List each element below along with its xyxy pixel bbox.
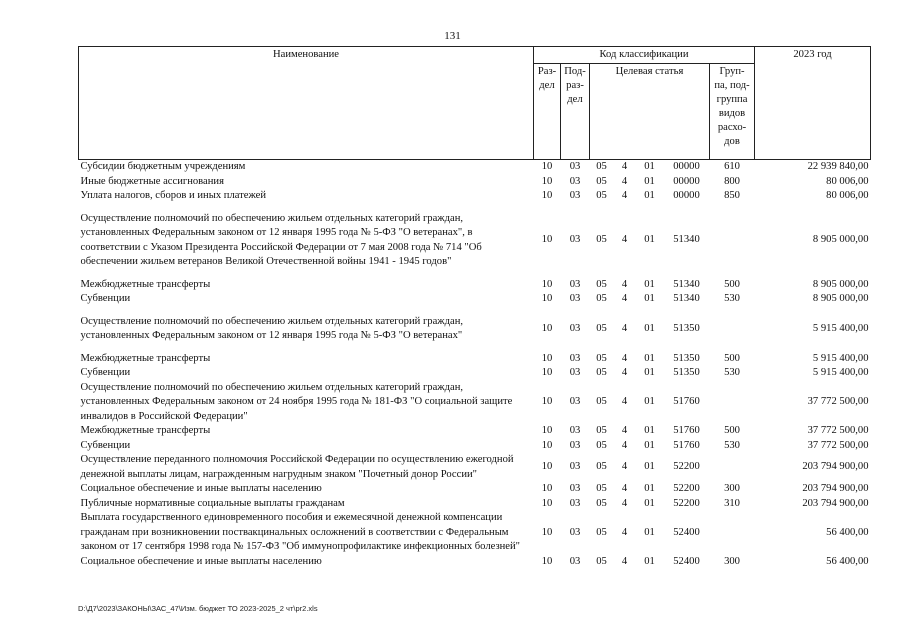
row-amount: 203 794 900,00: [802, 461, 869, 473]
row-target-program: 05: [596, 439, 607, 451]
row-target-subprogram: 4: [621, 190, 628, 201]
row-target-subprogram: 4: [621, 396, 628, 407]
row-name: Осуществление полномочий по обеспечению жильем отдельных категорий граждан, установленных Федеральным законом от 12 января 1995 года № 5-ФЗ "О ветеранах", в соответствии с Указом Президента Российской Федерации от 7 мая 2008 года № 714 "Об обеспечении жильем ветеранов Великой Отечественной войны 1941 - 1945 годов": [80, 212, 482, 267]
row-target-program: 05: [596, 161, 607, 172]
row-target-direction: 51340: [673, 293, 700, 304]
row-subsection: 03: [569, 396, 581, 407]
row-target-program: 05: [596, 352, 607, 364]
row-expense-group: 530: [724, 439, 740, 451]
row-section: 10: [541, 175, 553, 187]
row-subsection: 03: [569, 526, 581, 538]
row-target-direction: 51350: [673, 367, 700, 378]
row-target-program: 05: [596, 396, 607, 407]
row-target-subprogram: 4: [621, 483, 628, 494]
row-target-program: 05: [596, 461, 607, 473]
row-amount: 5 915 400,00: [812, 367, 869, 378]
row-expense-group: 500: [724, 352, 740, 364]
table-row: [79, 482, 871, 497]
row-subsection: 03: [569, 293, 581, 304]
row-target-direction: 51760: [673, 396, 700, 407]
table-header: [79, 47, 871, 160]
row-section: 10: [541, 190, 553, 201]
row-target-program: 05: [596, 555, 607, 567]
row-target-main-event: 01: [644, 396, 655, 407]
row-target-subprogram: 4: [621, 555, 628, 567]
row-target-main-event: 01: [644, 234, 655, 246]
row-expense-group: 530: [724, 367, 740, 378]
row-expense-group: [710, 511, 755, 555]
table-row: [79, 189, 871, 204]
row-name: Уплата налогов, сборов и иных платежей: [80, 190, 267, 201]
table-row: [79, 175, 871, 190]
row-target-direction: 00000: [673, 190, 700, 201]
row-target-subprogram: 4: [621, 461, 628, 473]
row-name: Межбюджетные трансферты: [80, 278, 211, 290]
row-target-subprogram: 4: [621, 293, 628, 304]
header-subsection: Под- раз- дел: [561, 64, 590, 160]
row-section: 10: [541, 526, 553, 538]
row-target-direction: 00000: [673, 161, 700, 172]
row-amount: 8 905 000,00: [812, 293, 869, 304]
row-section: 10: [541, 278, 553, 290]
spacer-cell: [79, 307, 871, 315]
header-year: 2023 год: [755, 47, 871, 160]
table-row: [79, 511, 871, 555]
row-section: 10: [541, 367, 553, 378]
row-target-main-event: 01: [644, 278, 655, 290]
row-name: Иные бюджетные ассигнования: [80, 175, 224, 187]
row-section: 10: [541, 293, 553, 304]
row-expense-group: 610: [724, 161, 740, 172]
row-amount: 8 905 000,00: [812, 278, 869, 290]
row-expense-group: [710, 453, 755, 482]
row-subsection: 03: [569, 175, 581, 187]
row-section: 10: [541, 461, 553, 473]
row-target-subprogram: 4: [621, 439, 628, 451]
header-section: Раз- дел: [534, 64, 561, 160]
row-amount: 203 794 900,00: [802, 483, 869, 494]
row-name: Субвенции: [80, 367, 131, 378]
row-target-main-event: 01: [644, 190, 655, 201]
row-target-direction: 51350: [673, 322, 700, 334]
row-section: 10: [541, 161, 553, 172]
table-row: [79, 160, 871, 175]
row-section: 10: [541, 483, 553, 494]
row-section: 10: [541, 396, 553, 407]
row-target-program: 05: [596, 293, 607, 304]
row-target-main-event: 01: [644, 461, 655, 473]
row-amount: 80 006,00: [826, 190, 869, 201]
row-name: Субвенции: [80, 293, 131, 304]
row-target-program: 05: [596, 175, 607, 187]
table-row: [79, 424, 871, 439]
row-target-program: 05: [596, 497, 607, 509]
row-amount: 5 915 400,00: [812, 352, 869, 364]
row-target-main-event: 01: [644, 555, 655, 567]
row-target-program: 05: [596, 278, 607, 290]
table-row: [79, 439, 871, 454]
row-target-main-event: 01: [644, 483, 655, 494]
spacer-cell: [79, 270, 871, 278]
row-name: Субсидии бюджетным учреждениям: [80, 161, 246, 172]
row-target-direction: 51350: [673, 352, 700, 364]
row-expense-group: 300: [724, 483, 740, 494]
row-expense-group: 800: [724, 175, 740, 187]
row-subsection: 03: [569, 439, 581, 451]
row-target-program: 05: [596, 190, 607, 201]
row-target-main-event: 01: [644, 367, 655, 378]
row-name: Выплата государственного единовременного пособия и ежемесячной денежной компенсации гражданам при возникновении поствакцинальных осложнений в соответствии с Федеральным законом от 17 сентября 1998 года № 157-ФЗ "Об иммунопрофилактике инфекционных болезней": [80, 512, 520, 552]
row-name: Межбюджетные трансферты: [80, 425, 211, 436]
row-amount: 5 915 400,00: [812, 322, 869, 334]
header-target: Целевая статья: [590, 64, 710, 160]
row-subsection: 03: [569, 367, 581, 378]
spacer-cell: [79, 204, 871, 212]
row-expense-group: [710, 315, 755, 344]
row-target-subprogram: 4: [621, 234, 628, 246]
budget-table: [78, 46, 871, 569]
row-amount: 8 905 000,00: [812, 234, 869, 246]
row-target-subprogram: 4: [621, 367, 628, 378]
spacer-row: [79, 307, 871, 315]
table-row: [79, 315, 871, 344]
row-target-program: 05: [596, 526, 607, 538]
row-target-program: 05: [596, 425, 607, 436]
row-amount: 37 772 500,00: [807, 425, 869, 436]
row-target-direction: 52200: [673, 461, 700, 473]
row-expense-group: 310: [724, 497, 740, 509]
row-target-main-event: 01: [644, 293, 655, 304]
row-subsection: 03: [569, 322, 581, 334]
row-name: Социальное обеспечение и иные выплаты населению: [80, 483, 322, 494]
row-section: 10: [541, 234, 553, 246]
row-section: 10: [541, 322, 553, 334]
row-target-subprogram: 4: [621, 425, 628, 436]
row-name: Социальное обеспечение и иные выплаты населению: [80, 555, 322, 567]
row-section: 10: [541, 497, 553, 509]
row-expense-group: 500: [724, 278, 740, 290]
row-expense-group: 850: [724, 190, 740, 201]
row-target-direction: 52400: [673, 526, 700, 538]
table-row: [79, 555, 871, 570]
row-target-direction: 52200: [673, 497, 700, 509]
row-name: Осуществление полномочий по обеспечению жильем отдельных категорий граждан, установленных Федеральным законом от 12 января 1995 года № 5-ФЗ "О ветеранах": [80, 315, 464, 341]
row-target-subprogram: 4: [621, 161, 628, 172]
row-subsection: 03: [569, 161, 581, 172]
row-target-subprogram: 4: [621, 352, 628, 364]
spacer-row: [79, 204, 871, 212]
row-target-direction: 52200: [673, 483, 700, 494]
table-row: [79, 292, 871, 307]
row-target-subprogram: 4: [621, 526, 628, 538]
row-amount: 56 400,00: [826, 555, 869, 567]
table-row: [79, 212, 871, 270]
row-expense-group: 300: [724, 555, 740, 567]
table-row: [79, 381, 871, 425]
row-target-subprogram: 4: [621, 278, 628, 290]
row-amount: 37 772 500,00: [807, 396, 869, 407]
row-target-direction: 52400: [673, 555, 700, 567]
row-target-program: 05: [596, 367, 607, 378]
row-amount: 56 400,00: [826, 526, 869, 538]
row-target-main-event: 01: [644, 425, 655, 436]
row-subsection: 03: [569, 483, 581, 494]
row-section: 10: [541, 555, 553, 567]
row-target-direction: 51340: [673, 278, 700, 290]
row-expense-group: [710, 212, 755, 270]
row-target-subprogram: 4: [621, 322, 628, 334]
row-expense-group: [710, 381, 755, 425]
row-amount: 203 794 900,00: [802, 497, 869, 509]
row-section: 10: [541, 439, 553, 451]
row-section: 10: [541, 352, 553, 364]
row-name: Межбюджетные трансферты: [80, 352, 211, 364]
row-target-main-event: 01: [644, 439, 655, 451]
row-subsection: 03: [569, 278, 581, 290]
spacer-cell: [79, 344, 871, 352]
row-section: 10: [541, 425, 553, 436]
row-subsection: 03: [569, 555, 581, 567]
row-expense-group: 530: [724, 293, 740, 304]
row-target-program: 05: [596, 483, 607, 494]
table-row: [79, 278, 871, 293]
table-row: [79, 352, 871, 367]
row-amount: 22 939 840,00: [807, 161, 869, 172]
spacer-row: [79, 344, 871, 352]
row-subsection: 03: [569, 497, 581, 509]
header-group: Груп- па, под- группа видов расхо- дов: [710, 64, 755, 160]
row-target-main-event: 01: [644, 322, 655, 334]
row-subsection: 03: [569, 352, 581, 364]
row-expense-group: 500: [724, 425, 740, 436]
page-number: 131: [444, 30, 461, 42]
row-target-program: 05: [596, 322, 607, 334]
row-subsection: 03: [569, 425, 581, 436]
row-target-main-event: 01: [644, 497, 655, 509]
row-name: Субвенции: [80, 439, 131, 451]
row-target-subprogram: 4: [621, 175, 628, 187]
row-amount: 37 772 500,00: [807, 439, 869, 451]
table-body: [79, 160, 871, 570]
row-target-program: 05: [596, 234, 607, 246]
header-code-group: Код классификации: [534, 47, 755, 64]
row-target-direction: 51760: [673, 439, 700, 451]
header-name: Наименование: [79, 47, 534, 160]
row-target-direction: 51340: [673, 234, 700, 246]
table-row: [79, 453, 871, 482]
row-subsection: 03: [569, 190, 581, 201]
row-subsection: 03: [569, 461, 581, 473]
row-target-direction: 51760: [673, 425, 700, 436]
row-amount: 80 006,00: [826, 175, 869, 187]
footer-file-path: D:\Д7\2023\ЗАКОНЫ\ЗАС_47\Изм. бюджет ТО 2023-2025_2 чт\pr2.xls: [78, 604, 318, 613]
table-row: [79, 366, 871, 381]
row-subsection: 03: [569, 234, 581, 246]
row-target-direction: 00000: [673, 175, 700, 187]
table-row: [79, 497, 871, 512]
row-name: Публичные нормативные социальные выплаты гражданам: [80, 497, 345, 509]
row-name: Осуществление полномочий по обеспечению жильем отдельных категорий граждан, установленных Федеральным законом от 24 ноября 1995 года № 181-ФЗ "О социальной защите инвалидов в Российской Федерации": [80, 381, 513, 422]
row-name: Осуществление переданного полномочия Российской Федерации по осуществлению ежегодной денежной выплаты лицам, награжденным нагрудным знаком "Почетный донор России": [80, 454, 514, 480]
spacer-row: [79, 270, 871, 278]
row-target-main-event: 01: [644, 161, 655, 172]
row-target-main-event: 01: [644, 352, 655, 364]
row-target-subprogram: 4: [621, 497, 628, 509]
row-target-main-event: 01: [644, 175, 655, 187]
row-target-main-event: 01: [644, 526, 655, 538]
